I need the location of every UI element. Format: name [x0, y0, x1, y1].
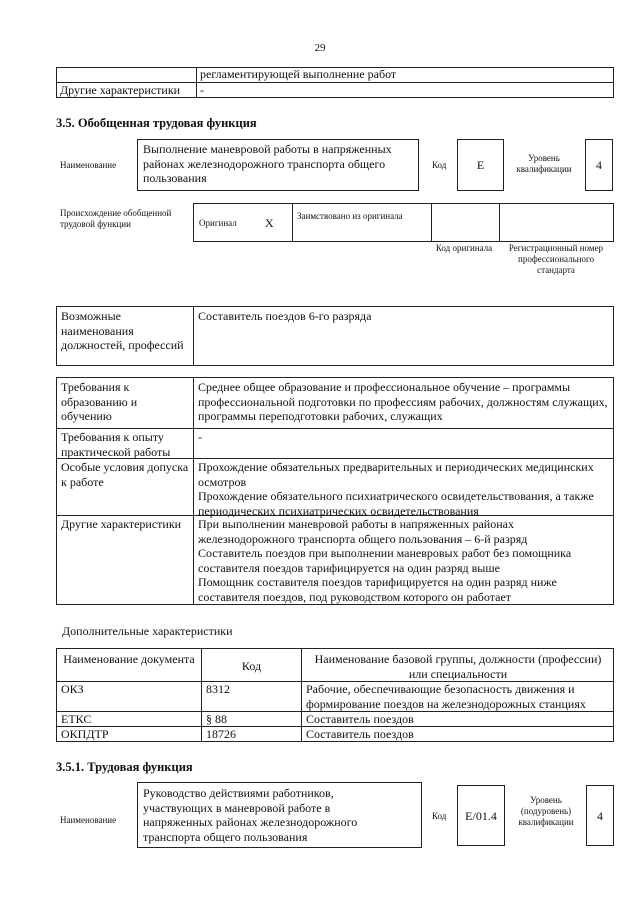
additional-row-okpdtr-code: 18726 — [206, 727, 236, 741]
requirements-table — [56, 377, 614, 605]
req-conditions-label: Особые условия допуска к работе — [61, 460, 189, 489]
additional-row-okpdtr-name: Составитель поездов — [306, 727, 414, 741]
tf-name-label: Наименование — [60, 815, 117, 825]
tf-code-value: E/01.4 — [465, 809, 497, 823]
additional-row-okpdtr-doc: ОКПДТР — [61, 727, 109, 741]
original-mark: X — [265, 216, 274, 230]
name-value: Выполнение маневровой работы в напряженных районах железнодорожного транспорта общего пользования — [143, 142, 392, 185]
tf-level-value: 4 — [597, 809, 603, 823]
tf-code-box — [457, 785, 505, 846]
req-conditions-value: Прохождение обязательных предварительных и периодических медицинских осмотров — [198, 460, 594, 489]
req-other-value: При выполнении маневровой работы в напряженных районах железнодорожного транспорта общего пользования – 6-й разряд — [198, 517, 528, 546]
level-label: Уровень квалификации — [516, 153, 572, 174]
tf-level-box — [586, 785, 614, 846]
additional-row-okz-name: Рабочие, обеспечивающие безопасность движения и формирование поездов на железнодорожных станциях — [306, 682, 586, 711]
additional-header-doc: Наименование документа — [63, 652, 195, 666]
positions-label: Возможные наименования должностей, профессий — [61, 309, 184, 352]
top-row2-label: Другие характеристики — [60, 83, 181, 97]
positions-table — [56, 306, 614, 366]
req-other-value2: Составитель поездов при выполнении маневровых работ без помощника составителя поездов тарифицируется на один разряд выше — [198, 546, 572, 575]
additional-row-etks-doc: ЕТКС — [61, 712, 92, 726]
tf-code-label: Код — [432, 811, 447, 821]
reg-number-caption: Регистрационный номер профессионального стандарта — [508, 243, 604, 275]
req-education-label: Требования к образованию и обучению — [61, 380, 138, 423]
req-other-value3: Помощник составителя поездов тарифицируется на один разряд ниже составителя поездов, под руководством которого он работает — [198, 575, 557, 604]
req-conditions-value2: Прохождение обязательного психиатрического освидетельствования, а также периодических психиатрических освидетельствования — [198, 489, 594, 518]
additional-row-etks-name: Составитель поездов — [306, 712, 414, 726]
borrowed-label: Заимствовано из оригинала — [297, 211, 403, 221]
origin-table — [193, 203, 614, 242]
code-label: Код — [432, 160, 447, 170]
page-number: 29 — [314, 42, 326, 54]
section-heading-351: 3.5.1. Трудовая функция — [56, 760, 193, 774]
req-experience-label: Требования к опыту практической работы — [61, 430, 171, 459]
tf-level-label: Уровень (подуровень) квалификации — [518, 795, 574, 827]
name-label: Наименование — [60, 160, 117, 170]
tf-name-value: Руководство действиями работников, участвующих в маневровой работе в напряженных районах железнодорожного транспорта общего пользования — [143, 786, 358, 844]
name-box — [137, 139, 419, 191]
req-other-label: Другие характеристики — [61, 517, 182, 531]
additional-row-etks-code: § 88 — [206, 712, 227, 726]
code-box — [457, 139, 504, 191]
additional-table — [56, 648, 614, 742]
section-heading-35: 3.5. Обобщенная трудовая функция — [56, 116, 257, 130]
level-value: 4 — [596, 158, 602, 172]
level-box — [585, 139, 613, 191]
top-row2-value: - — [200, 83, 204, 97]
top-row1-value: регламентирующей выполнение работ — [200, 67, 397, 81]
code-value: E — [476, 158, 485, 172]
original-label: Оригинал — [199, 218, 237, 228]
req-experience-value: - — [198, 430, 202, 444]
tf-name-box — [137, 782, 422, 848]
additional-header-name: Наименование базовой группы, должности (профессии) или специальности — [314, 652, 602, 681]
additional-title: Дополнительные характеристики — [62, 624, 233, 638]
additional-header-code: Код — [241, 659, 262, 673]
req-education-value: Среднее общее образование и профессиональное обучение – программы профессиональной подготовки по профессиям рабочих, должностям служащих, программы переподготовки рабочих, служащих — [198, 380, 608, 423]
additional-row-okz-code: 8312 — [206, 682, 230, 696]
positions-value: Составитель поездов 6-го разряда — [198, 309, 372, 323]
origin-label: Происхождение обобщенной трудовой функции — [60, 208, 172, 229]
additional-row-okz-doc: ОКЗ — [61, 682, 84, 696]
code-original-caption: Код оригинала — [435, 243, 493, 253]
